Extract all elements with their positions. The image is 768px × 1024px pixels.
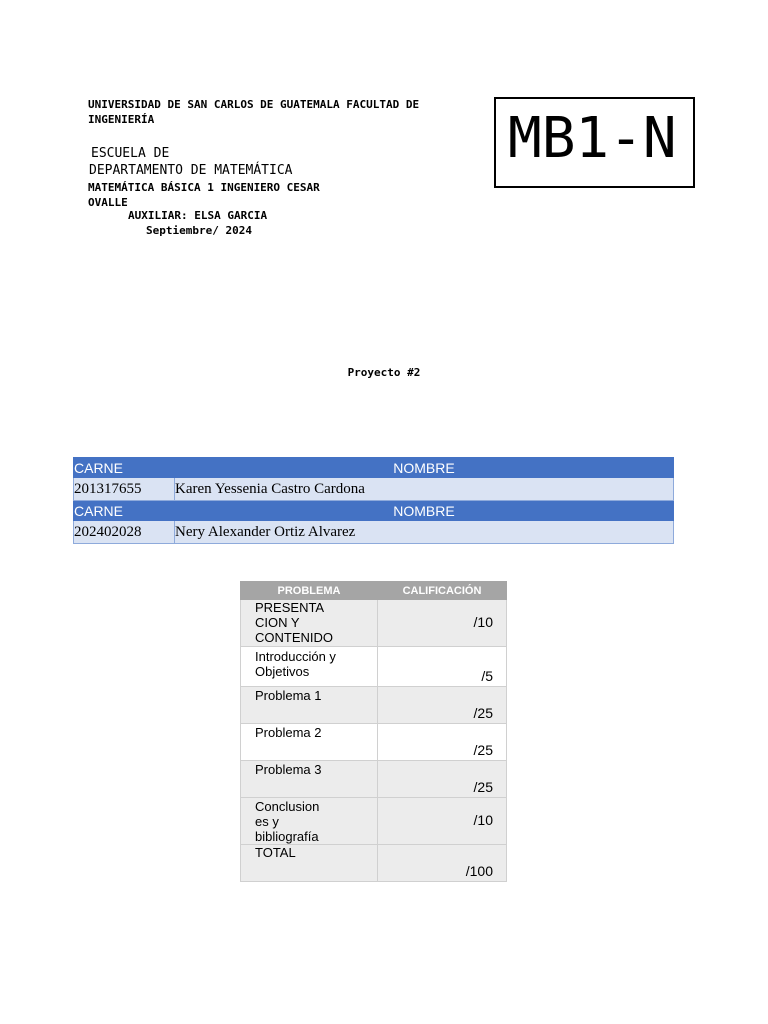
grade-row <box>241 647 507 687</box>
problem-score: /5 <box>378 647 507 687</box>
course-code-box <box>494 97 695 188</box>
student-name: Karen Yessenia Castro Cardona <box>175 478 674 501</box>
nombre-header: NOMBRE <box>175 501 674 521</box>
problem-name: Problema 1 <box>241 687 378 724</box>
grade-row <box>241 798 507 845</box>
problem-header: PROBLEMA <box>241 582 378 600</box>
students-header-row <box>74 501 674 521</box>
student-row <box>74 521 674 544</box>
grade-row <box>241 687 507 724</box>
university-heading: UNIVERSIDAD DE SAN CARLOS DE GUATEMALA FACULTAD DE INGENIERÍA <box>88 98 420 126</box>
student-carne: 202402028 <box>74 521 175 544</box>
problem-name: PRESENTA CION Y CONTENIDO <box>241 600 378 647</box>
problem-name: Problema 2 <box>241 724 378 761</box>
student-name: Nery Alexander Ortiz Alvarez <box>175 521 674 544</box>
students-table <box>73 457 674 544</box>
project-title: Proyecto #2 <box>347 366 421 379</box>
problem-name: Conclusion es y bibliografía <box>241 798 378 845</box>
nombre-header: NOMBRE <box>175 458 674 478</box>
course-code: MB1-N <box>508 106 677 171</box>
grades-header-row <box>241 582 507 600</box>
students-header-row <box>74 458 674 478</box>
student-row <box>74 478 674 501</box>
department-label: DEPARTAMENTO DE MATEMÁTICA <box>89 163 293 178</box>
problem-score: /25 <box>378 761 507 798</box>
carne-header: CARNE <box>74 458 175 478</box>
problem-score: /10 <box>378 798 507 845</box>
course-label: MATEMÁTICA BÁSICA 1 INGENIERO CESAR OVALLE <box>88 181 320 209</box>
problem-score: /100 <box>378 845 507 882</box>
grade-row <box>241 724 507 761</box>
grade-row <box>241 845 507 882</box>
problem-name: TOTAL <box>241 845 378 882</box>
school-label: ESCUELA DE <box>91 146 170 161</box>
problem-score: /25 <box>378 724 507 761</box>
carne-header: CARNE <box>74 501 175 521</box>
grade-row <box>241 600 507 647</box>
auxiliary-label: AUXILIAR: ELSA GARCIA <box>128 209 268 222</box>
student-carne: 201317655 <box>74 478 175 501</box>
grade-row <box>241 761 507 798</box>
grades-table <box>240 581 507 882</box>
date-label: Septiembre/ 2024 <box>146 224 252 237</box>
score-header: CALIFICACIÓN <box>378 582 507 600</box>
problem-name: Introducción y Objetivos <box>241 647 378 687</box>
problem-score: /25 <box>378 687 507 724</box>
problem-score: /10 <box>378 600 507 647</box>
problem-name: Problema 3 <box>241 761 378 798</box>
